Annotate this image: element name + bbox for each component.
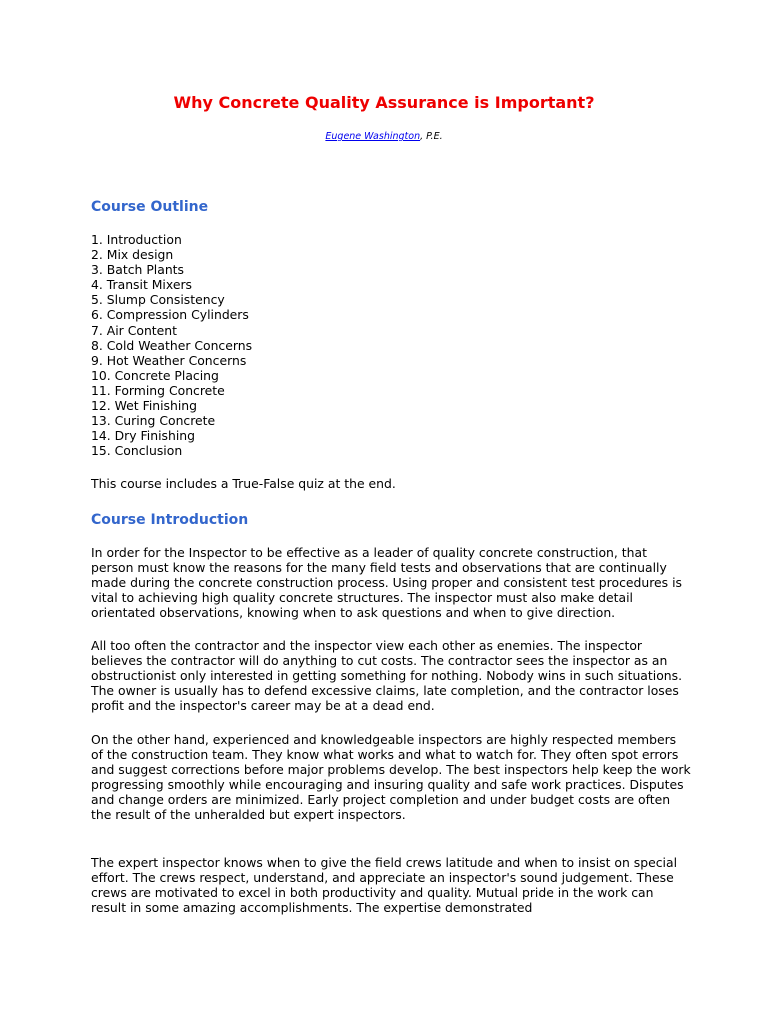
outline-item: 2. Mix design [91,247,174,263]
author-suffix: , P.E. [420,131,443,142]
intro-paragraph: The expert inspector knows when to give the field crews latitude and when to insist on special effort. The crews respect, understand, and appreciate an inspector's sound judgement. These crews are motivated to excel in both productivity and quality. Mutual pride in the work can result in some amazing accomplishments. The expertise demonstrated [91,855,678,916]
intro-paragraph: In order for the Inspector to be effective as a leader of quality concrete construction, that person must know the reasons for the many field tests and observations that are continually made during the concrete construction process. Using proper and consistent test procedures is vital to achieving high quality concrete structures. The inspector must also make detail orientated observations, knowing when to ask questions and when to give direction. [91,545,682,621]
outline-item: 10. Concrete Placing [91,367,219,383]
outline-item: 7. Air Content [91,322,177,338]
outline-item: 9. Hot Weather Concerns [91,352,247,368]
course-introduction-heading: Course Introduction [91,512,249,528]
course-outline-list [91,232,252,458]
outline-item: 12. Wet Finishing [91,398,198,414]
outline-item: 13. Curing Concrete [91,413,216,429]
document-title: Why Concrete Quality Assurance is Important? [173,93,595,112]
course-outline-heading: Course Outline [91,199,209,215]
intro-paragraph: On the other hand, experienced and knowledgeable inspectors are highly respected members of the construction team. They know what works and what to watch for. They often spot errors and suggest corrections before major problems develop. The best inspectors help keep the work progressing smoothly while encouraging and insuring quality and safe work practices. Disputes and change orders are minimized. Early project completion and under budget costs are often the result of the unheralded but expert inspectors. [91,732,691,823]
outline-item: 3. Batch Plants [91,262,184,278]
outline-item: 14. Dry Finishing [91,428,195,444]
outline-item: 4. Transit Mixers [91,277,192,293]
quiz-note: This course includes a True-False quiz at the end. [91,476,396,491]
author-link[interactable]: Eugene Washington [325,131,421,142]
outline-item: 15. Conclusion [91,443,183,459]
intro-paragraph: All too often the contractor and the inspector view each other as enemies. The inspector believes the contractor will do anything to cut costs. The contractor sees the inspector as an obstructionist only interested in getting something for nothing. Nobody wins in such situations. The owner is usually has to defend excessive claims, late completion, and the contractor loses profit and the inspector's career may be at a dead end. [91,638,683,714]
outline-item: 8. Cold Weather Concerns [91,337,253,353]
outline-item: 6. Compression Cylinders [91,307,249,323]
author-line [0,130,768,143]
outline-item: 5. Slump Consistency [91,292,225,308]
outline-item: 1. Introduction [91,232,182,247]
outline-item: 11. Forming Concrete [91,382,225,398]
